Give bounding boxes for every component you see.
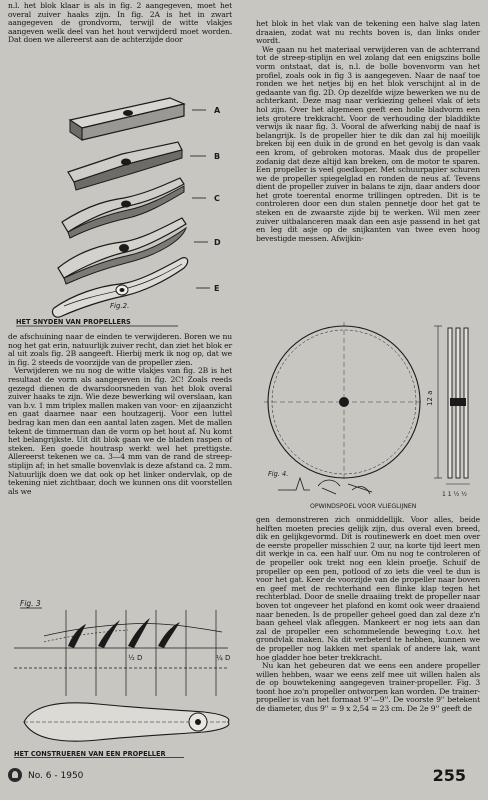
- figure-2-caption: HET SNYDEN VAN PROPELLERS: [16, 318, 131, 326]
- text-column-right-bottom: [256, 516, 480, 714]
- figure-3-caption: HET CONSTRUEREN VAN EEN PROPELLER: [14, 750, 166, 758]
- label-d: D: [214, 238, 221, 247]
- figure-2-label: Fig.2.: [110, 302, 130, 310]
- figure-3-label: Fig. 3: [20, 599, 41, 608]
- side-dims-label: 1 1 ½ ½: [442, 491, 467, 498]
- paragraph: het blok in het vlak van de tekening een halve slag laten draaien, zodat wat nu rechts boven is, dan links onder wordt.: [256, 19, 480, 46]
- label-e: E: [214, 284, 220, 293]
- text-column-right-top: [256, 20, 480, 243]
- text-column-left-top: [8, 2, 232, 45]
- figure-3-construction: [8, 596, 244, 758]
- page-footer: [0, 760, 488, 800]
- label-b: B: [214, 152, 221, 161]
- paragraph: Nu kan het gebeuren dat we eens een andere propeller willen hebben, waar we eens zelf mee uit willen halen als de op bouwtekening aangegeven trainer-propeller. Fig. 3 toont hoe zo'n propeller ontworpen kan worden. De trainer-propeller is van het formaat 9''—9''. De voorste 9'' betekent de diameter, dus 9'' = 9 x 2,54 = 23 cm. De 2e 9'' geeft de: [256, 661, 480, 714]
- half-d-label: ½ D: [128, 654, 143, 662]
- figure-4-caption: OPWINDSPOEL VOOR VLIEGLIJNEN: [310, 503, 417, 510]
- stage-b: [68, 142, 206, 190]
- figure-4-label: Fig. 4.: [268, 470, 289, 478]
- text-column-left-bottom: [8, 333, 232, 496]
- paragraph: We gaan nu het materiaal verwijderen van de achterrand tot de streep-stiplijn en wel zolang dat een enigszins bolle vorm ontstaat, dat is, n.l. de bolle bovenvorm van het profiel, zoals ook in fig 3 is aangegeven. Naar de naaf toe ronden we het netjes bij en het blok verschijnt al in de gedaante van fig. 2D. Op dezelfde wijze bewerken we nu de achterkant. Deze mag naar verkiezing geheel vlak of iets hol zijn. Over het algemeen geeft een holle bladvorm een iets grotere trekkracht. Voor de verhouding der bladdikte verwijs ik naar fig. 3. Vooral de afwerking nabij de naaf is belangrijk. Is de propeller hier te dik dan zal hij moeilijk breken bij een duik in de grond en het gevolg is dan vaak een krom, of gebroken motoras. Maak dus de propeller zodanig dat deze altijd kan breken, om de motor te sparen. Een propeller is veel goedkoper. Met schuurpapier schuren we de propeller spiegelglad en ronden de neus af. Tevens dient de propeller zuiver in balans te zijn, daar anders door het grote toerental enorme trillingen optreden. Dit is te controleren door een dun stalen pennetje door het gat te steken en de zwaarste zijde bij te werken. Wil men zeer zuiver uitbalanceren maak dan een asje passend in het gat en leg dit asje op de snijkanten van twee even hoog bevestigde messen. Afwijkin-: [256, 44, 480, 243]
- figure-2-propeller-stages: [10, 72, 232, 328]
- issue-number: No. 6 - 1950: [28, 771, 84, 781]
- figure-4-winding-spool: [252, 318, 484, 514]
- paragraph: Verwijderen we nu nog de witte vlakjes van fig. 2B is het resultaat de vorm als aangegeven in fig. 2C! Zoals reeds gezegd dienen de dwarsdoorsneden van het blok overal zuiver haaks te zijn. Wie deze bewerking wil overslaan, kan van b.v. 1 mm triplex mallen maken van voor- en zijaanzicht en gaat daarnee naar een houtzagerij. Voor een luttel bedrag kan men dan een aantal laten zagen. Met de mallen tekent de timmerman dan de vorm op het hout af. Nu komt het belangrijkste. Uit dit blok gaan we de bladen raspen of steken. Een goede houtrasp werkt wel het prettigste. Allereerst tekenen we ca. 3—4 mm van de rand de streep-stiplijn af; in het smalle bovenvlak is deze afstand ca. 2 mm. Natuurlijk doen we dat ook op het linker ondervlak, op de tekening niet zichtbaar, doch we kunnen ons dit voorstellen als we: [8, 366, 232, 496]
- paragraph: n.l. het blok klaar is als in fig. 2 aangegeven, moet het overal zuiver haaks zijn. In fig. 2A is het in zwart aangegeven de grondvorm, terwijl de witte vlakjes aangeven welk deel van het hout verwijderd moet worden. Dat doen we allereerst aan de achterzijde door: [8, 1, 232, 45]
- paragraph: gen demonstreren zich onmiddellijk. Voor alles, beide helften moeten precies gelijk zijn, dus overal even breed, dik en gelijkgevormd. Dit is routinewerk en doet men over de eerste propeller misschien 2 uur, na korte tijd leert men dit werkje in ca. een half uur. Om nu nog te controleren of de propeller ook trekt nog een klein proefje. Schuif de propeller op een pen, potlood of zo iets die veel te dun is voor het gat. Keer de voorzijde van de propeller naar boven en geef met de rechterhand een flinke klap tegen het rechterblad. Door de snelle draaiing trekt de propeller naar boven tot ongeveer het plafond en komt ook weer draaiend naar beneden. Is de propeller geheel goed dan zal deze z'n baan geheel vlak afleggen. Mankeert er nog iets aan dan zal de propeller een schommelende beweging t.o.v. het grondvlak maken. Na dit verbeterd te hebben, kunnen we de propeller nog lakken met spanlak of andere lak, want hoe gladder hoe beter trekkracht.: [256, 515, 480, 662]
- dimension-label: 12 a: [426, 390, 434, 406]
- stage-a-block: [70, 98, 206, 140]
- page-number: 255: [432, 766, 466, 785]
- quarter-d-label: ¼ D: [216, 654, 231, 662]
- paragraph: de afschuining naar de einden te verwijderen. Boren we nu nog het gat erin, natuurlijk zuiver recht, dan ziet het blok er al uit zoals fig. 2B aangeeft. Hierbij merk ik nog op, dat we in fig. 2 steeds de voorzijde van de propeller zien.: [8, 332, 232, 367]
- magazine-logo-icon: [8, 768, 22, 782]
- label-a: A: [214, 106, 221, 115]
- label-c: C: [214, 194, 220, 203]
